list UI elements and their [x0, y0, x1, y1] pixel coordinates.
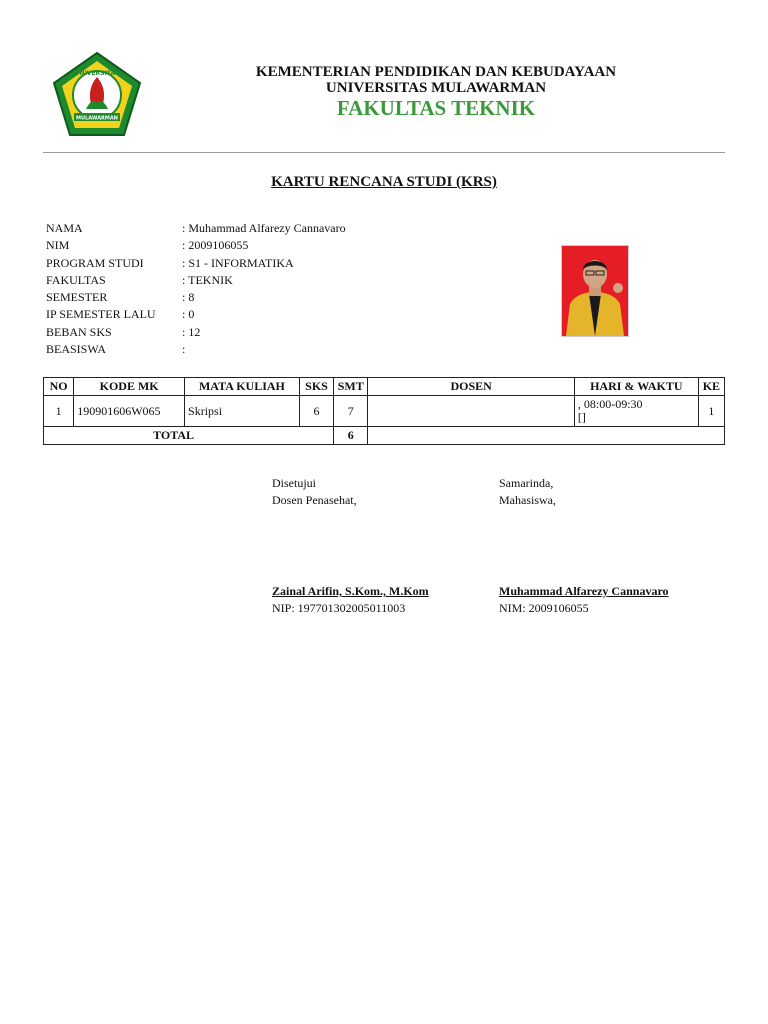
info-label: NIM: [46, 238, 70, 253]
col-header-dosen: DOSEN: [368, 378, 575, 396]
info-row-beban-sks: [46, 324, 346, 341]
student-info: [46, 220, 346, 358]
advisor-role: Dosen Penasehat,: [272, 493, 357, 507]
advisor-name: Zainal Arifin, S.Kom., M.Kom: [272, 584, 429, 598]
total-label-cell: [44, 427, 334, 445]
info-row-nama: [46, 220, 346, 237]
info-label: SEMESTER: [46, 290, 108, 305]
info-label: NAMA: [46, 221, 83, 235]
info-label: FAKULTAS: [46, 272, 106, 287]
approval-label: Disetujui: [272, 476, 316, 490]
col-header-hari-waktu: HARI & WAKTU: [574, 378, 698, 396]
col-header-smt: SMT: [334, 378, 368, 396]
cell-kode-mk: 190901606W065: [74, 396, 185, 427]
info-row-fakultas: [46, 272, 346, 289]
info-label: IP SEMESTER LALU: [46, 307, 156, 322]
cell-mata-kuliah: Skripsi: [185, 396, 300, 427]
col-header-kode-mk: KODE MK: [74, 378, 185, 396]
university-name: UNIVERSITAS MULAWARMAN: [325, 80, 547, 96]
ministry-name: KEMENTERIAN PENDIDIKAN DAN KEBUDAYAAN: [255, 64, 617, 80]
cell-no: 1: [44, 396, 74, 427]
col-header-no: NO: [44, 378, 74, 396]
letterhead: [200, 64, 672, 120]
total-sks: 6: [334, 427, 368, 445]
info-row-nim: [46, 237, 346, 254]
info-label: BEBAN SKS: [46, 324, 112, 339]
info-value: : 0: [182, 307, 195, 322]
student-photo: [561, 245, 629, 337]
student-nim: NIM: 2009106055: [499, 601, 589, 615]
advisor-nip: NIP: 197701302005011003: [272, 601, 406, 615]
cell-hari-waktu: [574, 396, 698, 427]
header-divider: [43, 152, 725, 153]
signature-advisor: [272, 475, 429, 617]
table-header-row: [44, 378, 725, 396]
total-row: [44, 427, 725, 445]
university-crest-icon: [50, 51, 144, 139]
info-value: : 12: [182, 324, 201, 339]
total-label: TOTAL: [153, 428, 194, 442]
col-header-sks: SKS: [299, 378, 333, 396]
place-label: Samarinda,: [499, 476, 554, 490]
col-header-ke: KE: [698, 378, 724, 396]
info-row-semester: [46, 289, 346, 306]
info-value: : Muhammad Alfarezy Cannavaro: [182, 221, 346, 235]
table-row: [44, 396, 725, 427]
cell-dosen: [368, 396, 575, 427]
info-row-ip-semester: [46, 306, 346, 323]
student-role: Mahasiswa,: [499, 493, 556, 507]
course-table: [43, 377, 725, 445]
signature-student: [499, 475, 669, 617]
faculty-name: FAKULTAS TEKNIK: [336, 96, 536, 120]
total-empty: [368, 427, 725, 445]
student-name: Muhammad Alfarezy Cannavaro: [499, 584, 669, 598]
document-title: KARTU RENCANA STUDI (KRS): [271, 174, 497, 190]
cell-smt: 7: [334, 396, 368, 427]
info-label: PROGRAM STUDI: [46, 255, 144, 270]
cell-sks: 6: [299, 396, 333, 427]
info-value: :: [182, 342, 186, 357]
col-header-mata-kuliah: MATA KULIAH: [185, 378, 300, 396]
info-row-beasiswa: [46, 341, 346, 358]
info-value: : S1 - INFORMATIKA: [182, 255, 294, 270]
info-value: : 2009106055: [182, 238, 249, 253]
info-value: : TEKNIK: [182, 272, 233, 287]
info-row-program-studi: [46, 255, 346, 272]
info-label: BEASISWA: [46, 342, 107, 357]
info-value: : 8: [182, 290, 195, 305]
cell-ke: 1: [698, 396, 724, 427]
schedule-room: []: [577, 410, 586, 424]
logo-text-bottom: MULAWARMAN: [76, 115, 118, 122]
schedule-time: , 08:00-09:30: [577, 397, 643, 411]
logo-text-top: UNIVERSITAS: [74, 70, 120, 77]
